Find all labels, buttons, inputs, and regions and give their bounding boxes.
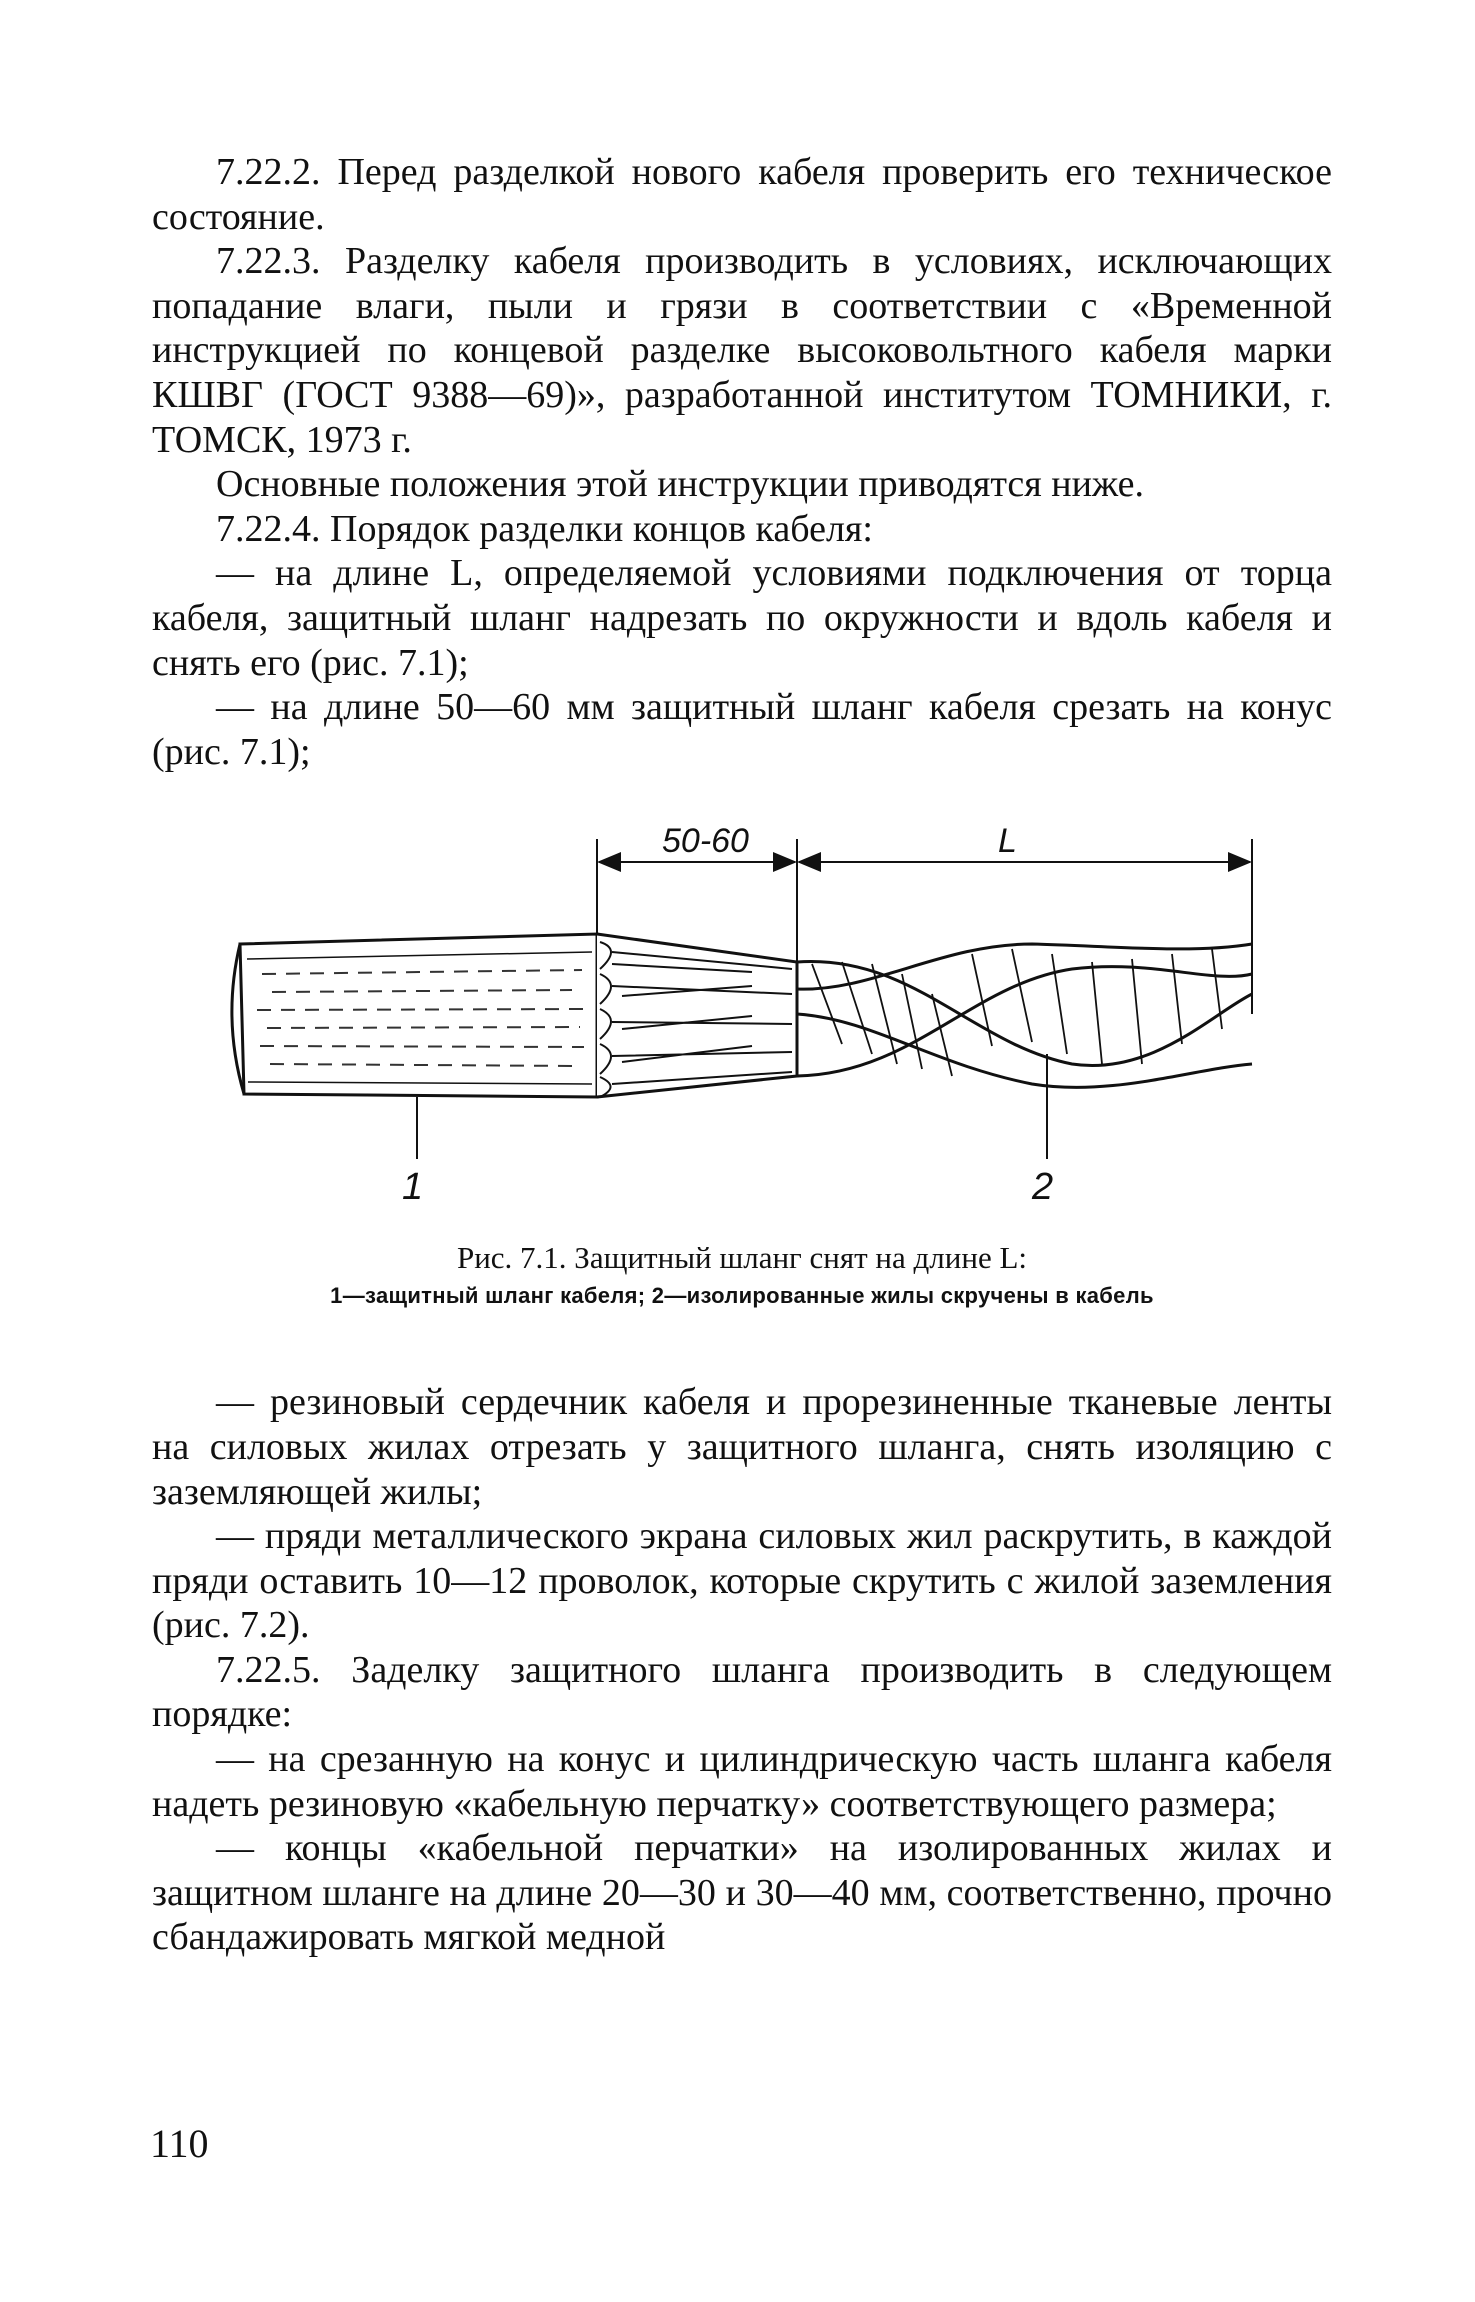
- paragraph-step-length-l: — на длине L, определяемой условиями подключения от торца кабеля, защитный шланг надрезать по окружности и вдоль кабеля и снять его (рис. 7.1);: [152, 552, 1332, 684]
- cone-section: [597, 934, 797, 1097]
- twisted-cores: [797, 944, 1252, 1087]
- callout-1: 1: [402, 1166, 424, 1209]
- caption-legend: 1—защитный шланг кабеля; 2—изолированные жилы скручены в кабель: [330, 1283, 1154, 1309]
- page-number: 110: [150, 2121, 209, 2166]
- dim-label-50-60: 50-60: [662, 822, 749, 861]
- paragraph-7-22-2: 7.22.2. Перед разделкой нового кабеля проверить его техническое состояние.: [152, 151, 1332, 238]
- figure-7-1: [152, 814, 1332, 1344]
- dim-label-l: L: [998, 822, 1017, 861]
- text-block-bottom: [152, 1380, 1332, 1960]
- callout-2: 2: [1032, 1166, 1054, 1209]
- figure-caption: [152, 1238, 1332, 1314]
- paragraph-rubber-core: — резиновый сердечник кабеля и прорезиненные тканевые ленты на силовых жилах отрезать у защитного шланга, снять изоляцию с заземляющей жилы;: [152, 1381, 1332, 1513]
- paragraph-screen-strands: — пряди металлического экрана силовых жил раскрутить, в каждой пряди оставить 10—12 проволок, которые скрутить с жилой заземления (рис. 7.2).: [152, 1515, 1332, 1647]
- text-block-top: [152, 150, 1332, 774]
- protective-hose: [232, 934, 597, 1097]
- paragraph-glove-ends: — концы «кабельной перчатки» на изолированных жилах и защитном шланге на длине 20—30 и 30—40 мм, соответственно, прочно сбандажировать мягкой медной: [152, 1827, 1332, 1959]
- paragraph-glove: — на срезанную на конус и цилиндрическую часть шланга кабеля надеть резиновую «кабельную перчатку» соответствующего размера;: [152, 1738, 1332, 1825]
- page-body: [152, 150, 1332, 1960]
- caption-title: Рис. 7.1. Защитный шланг снят на длине L:: [456, 1240, 1028, 1276]
- paragraph-7-22-3: 7.22.3. Разделку кабеля производить в условиях, исключающих попадание влаги, пыли и грязи в соответствии с «Временной инструкцией по концевой разделке высоковольтного кабеля марки КШВГ (ГОСТ 9388—69)», разработанной институтом ТОМНИКИ, г. ТОМСК, 1973 г.: [152, 240, 1332, 461]
- paragraph-step-cone: — на длине 50—60 мм защитный шланг кабеля срезать на конус (рис. 7.1);: [152, 686, 1332, 773]
- paragraph-7-22-5: 7.22.5. Заделку защитного шланга производить в следующем порядке:: [152, 1648, 1332, 1736]
- paragraph-7-22-4: 7.22.4. Порядок разделки концов кабеля:: [216, 507, 873, 550]
- paragraph-main-provisions: Основные положения этой инструкции приводятся ниже.: [216, 463, 1145, 506]
